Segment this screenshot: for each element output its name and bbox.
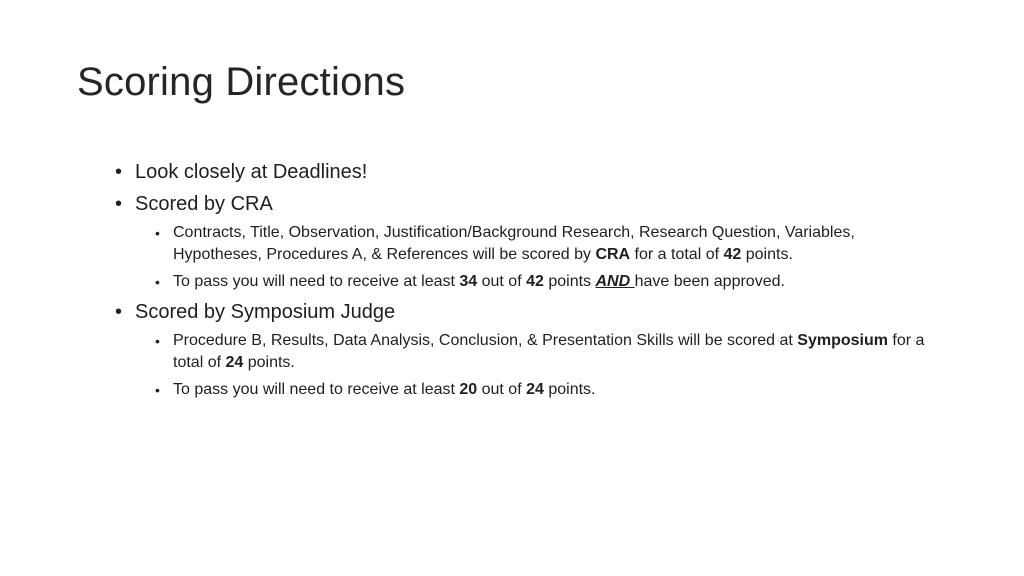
bullet-text: Scored by CRA: [135, 193, 273, 215]
bullet-dot-icon: •: [115, 161, 123, 183]
bullet-scored-by-cra: [115, 190, 935, 218]
bullet-text: points: [543, 273, 596, 290]
bullet-list: [115, 158, 935, 406]
sub-bullet-cra-items: [155, 222, 943, 266]
bullet-text: for a total of: [630, 246, 724, 263]
sub-bullet-cra-pass: [155, 271, 943, 293]
bullet-text: points.: [741, 246, 793, 263]
bullet-text: Procedure B, Results, Data Analysis, Conclusion, & Presentation Skills will be scored at: [173, 332, 798, 349]
bullet-dot-icon: •: [115, 301, 123, 323]
bullet-bold-text: 42: [526, 273, 544, 290]
bullet-deadlines: [115, 158, 935, 186]
bullet-text: have been approved.: [634, 273, 785, 290]
bullet-text: points.: [543, 381, 596, 398]
bullet-dot-icon: •: [155, 382, 160, 398]
bullet-bold-text: 42: [723, 246, 742, 263]
bullet-dot-icon: •: [115, 193, 123, 215]
bullet-bold-text: 34: [459, 273, 478, 290]
bullet-bold-text: Symposium: [797, 332, 888, 349]
sub-bullet-symposium-pass: [155, 379, 943, 401]
bullet-text: To pass you will need to receive at least: [173, 381, 460, 398]
bullet-text: out of: [477, 381, 527, 398]
bullet-dot-icon: •: [155, 333, 160, 349]
bullet-text: To pass you will need to receive at least: [173, 273, 460, 290]
bullet-bold-text: CRA: [595, 246, 631, 263]
bullet-text: for a total of: [173, 332, 925, 371]
bullet-text: Scored by Symposium Judge: [135, 301, 396, 323]
bullet-emphasis-text: AND: [595, 273, 635, 290]
bullet-text: points.: [243, 354, 295, 371]
bullet-text: out of: [477, 273, 527, 290]
sub-bullet-symposium-items: [155, 330, 943, 374]
bullet-text: Look closely at Deadlines!: [135, 161, 368, 183]
bullet-bold-text: 24: [225, 354, 244, 371]
bullet-dot-icon: •: [155, 274, 160, 290]
slide-title: Scoring Directions: [77, 60, 406, 104]
bullet-dot-icon: •: [155, 225, 160, 241]
bullet-bold-text: 24: [526, 381, 544, 398]
bullet-text: Contracts, Title, Observation, Justification/Background Research, Research Question, Variables, Hypotheses, Procedures A, & References will be scored by: [173, 224, 855, 263]
bullet-scored-by-symposium: [115, 298, 935, 326]
bullet-bold-text: 20: [459, 381, 478, 398]
